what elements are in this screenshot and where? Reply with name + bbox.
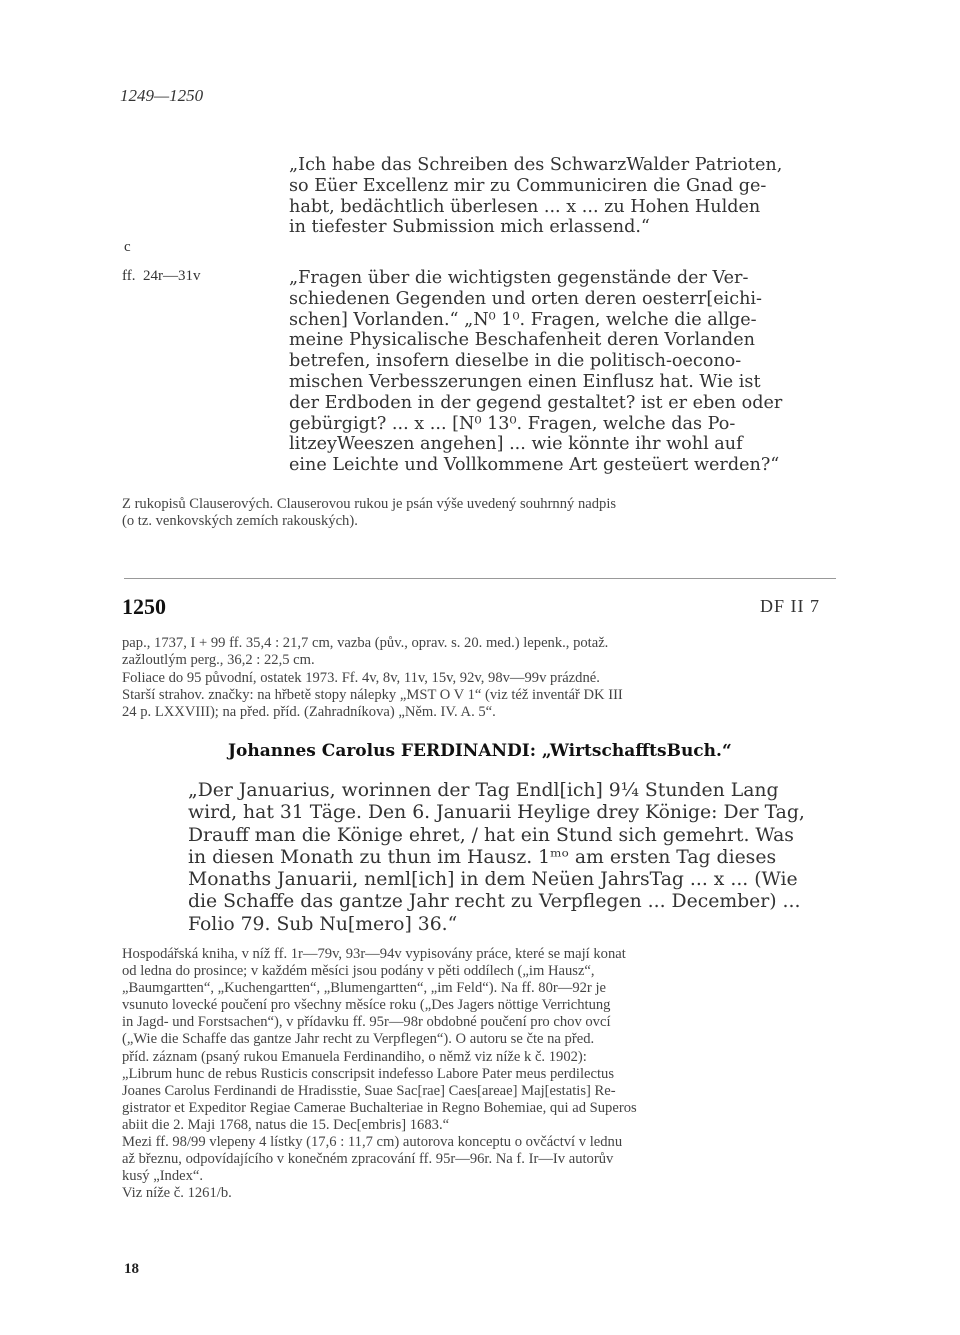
quote-line: mischen Verbesszerungen einen Einflusz hat. Wie ist xyxy=(289,371,761,392)
quote-line: Folio 79. Sub Nu[mero] 36.“ xyxy=(188,913,458,935)
note-line: Mezi ff. 98/99 vlepeny 4 lístky (17,6 : 11,7 cm) autorova konceptu o ovčáctví v lednu xyxy=(122,1134,623,1151)
note-line: abiit die 2. Maji 1768, natus die 15. Dec[embris] 1683.“ xyxy=(122,1116,450,1133)
quote-line: habt, bedächtlich überlesen ... x ... zu Hohen Hulden xyxy=(289,196,761,217)
description-line: Foliace do 95 původní, ostatek 1973. Ff. 4v, 8v, 11v, 15v, 92v, 98v—99v prázdné. xyxy=(122,669,600,686)
margin-letter: c xyxy=(124,239,131,255)
description-line: pap., 1737, I + 99 ff. 35,4 : 21,7 cm, vazba (pův., oprav. s. 20. med.) lepenk., potaž. xyxy=(122,635,609,651)
section-divider xyxy=(124,578,836,579)
shelfmark: DF II 7 xyxy=(760,596,820,616)
quote-line: der Erdboden in der gegend gestaltet? ist er eben oder xyxy=(289,392,783,413)
codicological-description xyxy=(122,635,836,721)
description-line: 24 p. LXXVIII); na před. příd. (Zahradníkova) „Něm. IV. A. 5“. xyxy=(122,704,496,721)
quote-line: schen] Vorlanden.“ „N⁰ 1⁰. Fragen, welche die allge- xyxy=(289,309,757,330)
quote-line: in diesen Monath zu thun im Hausz. 1ᵐᵒ am ersten Tag dieses xyxy=(188,846,777,868)
quote-line: „Der Januarius, worinnen der Tag Endl[ich] 9¼ Stunden Lang xyxy=(188,780,779,801)
page-number: 18 xyxy=(124,1261,139,1277)
note-line: Z rukopisů Clauserových. Clauserovou rukou je psán výše uvedený souhrnný nadpis xyxy=(122,496,617,512)
quote-schwarzwalder xyxy=(289,155,834,238)
quote-line: schiedenen Gegenden und orten deren oesterr[eichi- xyxy=(289,288,763,309)
note-line: („Wie die Schaffe das gantze Jahr recht zu Verpflegen“). O autoru se čte na před. xyxy=(122,1031,595,1048)
note-line: Hospodářská kniha, v níž ff. 1r—79v, 93r—94v vypisovány práce, které se mají konat xyxy=(122,946,626,962)
note-line: gistrator et Expeditor Regiae Camerae Buchalteriae in Regno Bohemiae, qui ad Superos xyxy=(122,1099,637,1116)
note-line: „Librum hunc de rebus Rusticis conscripsit indefesso Labore Pater meus perdilectus xyxy=(122,1065,615,1082)
quote-line: in tiefester Submission mich erlassend.“ xyxy=(289,217,650,238)
quote-line: die Schaffe das gantze Jahr recht zu Verpflegen ... December) ... xyxy=(188,891,801,913)
quote-line: „Ich habe das Schreiben des SchwarzWalder Patrioten, xyxy=(289,155,783,175)
note-line: od ledna do prosince; v každém měsíci jsou podány v pěti oddílech („im Hausz“, xyxy=(122,963,595,980)
quote-line: meine Physicalische Beschafenheit deren Vorlanden xyxy=(289,330,755,351)
note-line: Viz níže č. 1261/b. xyxy=(122,1185,232,1202)
note-line: (o tz. venkovských zemích rakouských). xyxy=(122,513,358,530)
entry-number: 1250 xyxy=(122,594,166,619)
quote-line: eine Leichte und Vollkommene Art gesteüert werden?“ xyxy=(289,455,780,476)
quote-line: Monaths Januarii, neml[ich] in dem Neüen JahrsTag ... x ... (Wie xyxy=(188,869,798,891)
description-line: Starší strahov. značky: na hřbetě stopy nálepky „MST O V 1“ (viz též inventář DK III xyxy=(122,686,623,703)
note-line: až březnu, odpovídajícího v konečném zpracování ff. 95r—96r. Na f. Ir—Iv autorův xyxy=(122,1151,614,1168)
description-line: zažloutlým perg., 36,2 : 22,5 cm. xyxy=(122,652,315,669)
note-line: vsunuto lovecké poučení pro všechny měsíce roku („Des Jagers nöttige Verrichtung xyxy=(122,997,611,1014)
work-title: Johannes Carolus FERDINANDI: „WirtschafftsBuch.“ xyxy=(228,741,732,761)
margin-folio-range: ff. 24r—31v xyxy=(122,268,201,284)
note-line: příd. záznam (psaný rukou Emanuela Ferdinandiho, o němž viz níže k č. 1902): xyxy=(122,1048,587,1065)
note-line: in Jagd- und Forstsachen“), v přídavku ff. 95r—98r obdobné poučení pro chov ovcí xyxy=(122,1014,611,1031)
note-line: kusý „Index“. xyxy=(122,1168,204,1185)
note-1249 xyxy=(122,496,836,530)
quote-line: Drauff man die Könige ehret, / hat ein Stund sich gemehrt. Was xyxy=(188,824,794,846)
running-head: 1249—1250 xyxy=(120,86,204,105)
note-line: „Baumgartten“, „Kuchengartten“, „Blumengartten“, „im Feld“). Na ff. 80r—92r je xyxy=(122,980,606,997)
quote-januarius xyxy=(188,780,836,936)
quote-line: wird, hat 31 Täge. Den 6. Januarii Heylige drey Könige: Der Tag, xyxy=(188,802,805,824)
quote-line: gebürgigt? ... x ... [N⁰ 13⁰. Fragen, welche das Po- xyxy=(289,413,736,434)
quote-line: „Fragen über die wichtigsten gegenstände der Ver- xyxy=(289,268,749,288)
quote-line: betrefen, insofern dieselbe in die politisch-oecono- xyxy=(289,351,742,372)
note-line: Joanes Carolus Ferdinandi de Hradisstie, Suae Sac[rae] Caes[areae] Maj[estatis] Re- xyxy=(122,1082,616,1099)
note-1250 xyxy=(122,946,836,1202)
quote-fragen xyxy=(289,268,834,476)
quote-line: litzeyWeeszen angehen] ... wie könnte ihr wohl auf xyxy=(289,434,743,455)
quote-line: so Eüer Excellenz mir zu Communiciren die Gnad ge- xyxy=(289,175,767,196)
